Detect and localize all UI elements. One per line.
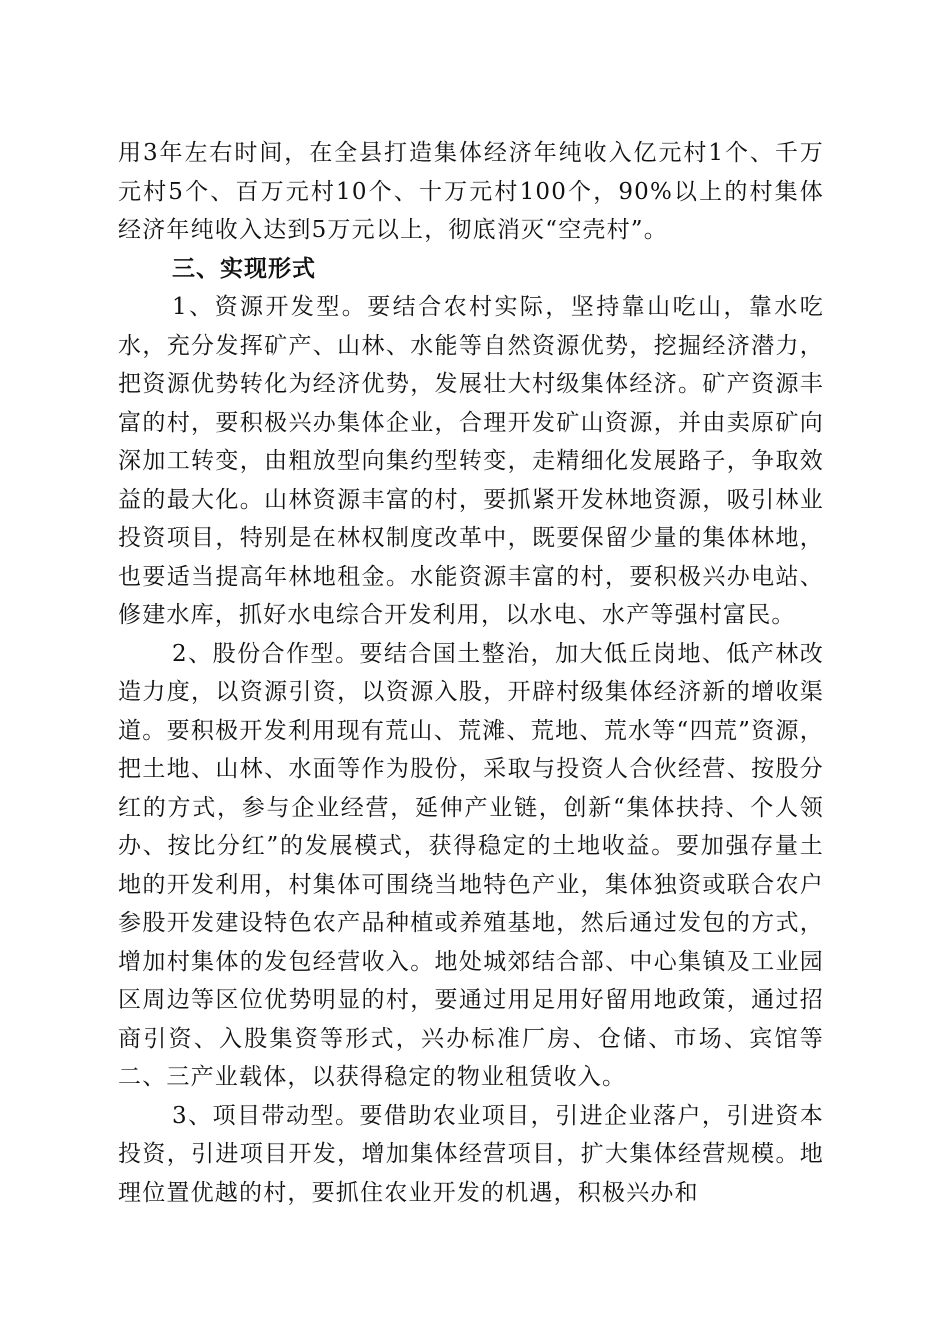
document-page (118, 134, 824, 1212)
paragraph-shareholding-cooperation: 2、股份合作型。要结合国土整治，加大低丘岗地、低产林改造力度，以资源引资，以资源入股，开辟村级集体经济新的增收渠道。要积极开发利用现有荒山、荒滩、荒地、荒水等“四荒”资源，把土地、山林、水面等作为股份，采取与投资人合伙经营、按股分红的方式，参与企业经营，延伸产业链，创新“集体扶持、个人领办、按比分红”的发展模式，获得稳定的土地收益。要加强存量土地的开发利用，村集体可围绕当地特色产业，集体独资或联合农户参股开发建设特色农产品种植或养殖基地，然后通过发包的方式，增加村集体的发包经营收入。地处城郊结合部、中心集镇及工业园区周边等区位优势明显的村，要通过用足用好留用地政策，通过招商引资、入股集资等形式，兴办标准厂房、仓储、市场、宾馆等二、三产业载体，以获得稳定的物业租赁收入。 (118, 640, 824, 1090)
paragraph-resource-development: 1、资源开发型。要结合农村实际，坚持靠山吃山，靠水吃水，充分发挥矿产、山林、水能等自然资源优势，挖掘经济潜力，把资源优势转化为经济优势，发展壮大村级集体经济。矿产资源丰富的村，要积极兴办集体企业，合理开发矿山资源，并由卖原矿向深加工转变，由粗放型向集约型转变，走精细化发展路子，争取效益的最大化。山林资源丰富的村，要抓紧开发林地资源，吸引林业投资项目，特别是在林权制度改革中，既要保留少量的集体林地，也要适当提高年林地租金。水能资源丰富的村，要积极兴办电站、修建水库，抓好水电综合开发利用，以水电、水产等强村富民。 (118, 294, 824, 628)
section-heading: 三、实现形式 (172, 255, 317, 282)
intro-paragraph: 用3年左右时间，在全县打造集体经济年纯收入亿元村1个、千万元村5个、百万元村10个、十万元村100个，90%以上的村集体经济年纯收入达到5万元以上，彻底消灭“空壳村”。 (118, 140, 824, 243)
paragraph-project-driven: 3、项目带动型。要借助农业项目，引进企业落户，引进资本投资，引进项目开发，增加集体经营项目，扩大集体经营规模。地理位置优越的村，要抓住农业开发的机遇，积极兴办和 (118, 1102, 824, 1206)
